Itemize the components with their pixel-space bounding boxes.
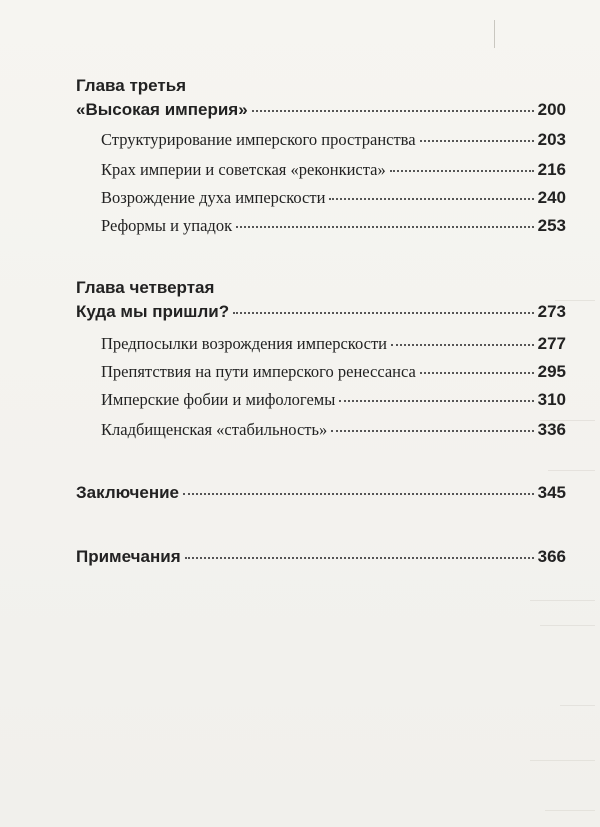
section-page: 295: [537, 362, 566, 381]
conclusion-label: Заключение: [76, 483, 179, 502]
dot-leader: [233, 312, 534, 314]
section-label: Крах империи и советская «реконкиста»: [101, 160, 386, 179]
chapter-3-title-line-2: «Высокая империя»: [76, 100, 248, 119]
section-page: 203: [537, 130, 566, 149]
section-entry[interactable]: [101, 362, 566, 382]
section-page: 336: [537, 420, 566, 439]
notes-label: Примечания: [76, 547, 181, 566]
chapter-3-page: 200: [537, 100, 566, 119]
section-entry[interactable]: [101, 216, 566, 236]
section-page: 240: [537, 188, 566, 207]
section-entry[interactable]: [101, 130, 566, 150]
section-label: Кладбищенская «стабильность»: [101, 420, 328, 439]
chapter-3-title-line-1: Глава третья: [76, 76, 187, 95]
chapter-3-entry[interactable]: [76, 100, 566, 120]
section-entry[interactable]: [101, 188, 566, 208]
dot-leader: [391, 344, 534, 346]
section-label: Предпосылки возрождения имперскости: [101, 334, 388, 353]
dot-leader: [236, 226, 534, 228]
section-entry[interactable]: [101, 390, 566, 410]
section-label: Препятствия на пути имперского ренессанса: [101, 362, 416, 381]
dot-leader: [329, 198, 533, 200]
section-entry[interactable]: [101, 334, 566, 354]
chapter-4-page: 273: [537, 302, 566, 321]
dot-leader: [420, 372, 534, 374]
section-label: Возрождение духа имперскости: [101, 188, 326, 207]
dot-leader: [252, 110, 534, 112]
dot-leader: [183, 493, 534, 495]
section-label: Имперские фобии и мифологемы: [101, 390, 336, 409]
conclusion-page: 345: [537, 483, 566, 502]
conclusion-entry[interactable]: [76, 483, 566, 503]
section-page: 216: [537, 160, 566, 179]
chapter-4-entry[interactable]: [76, 302, 566, 322]
section-page: 310: [537, 390, 566, 409]
section-page: 253: [537, 216, 566, 235]
chapter-4-title-line-2: Куда мы пришли?: [76, 302, 230, 321]
section-page: 277: [537, 334, 566, 353]
dot-leader: [185, 557, 534, 559]
dot-leader: [390, 170, 534, 172]
chapter-4-title-line-1: Глава четвертая: [76, 278, 215, 297]
dot-leader: [420, 140, 534, 142]
notes-entry[interactable]: [76, 547, 566, 567]
section-entry[interactable]: [101, 160, 566, 180]
dot-leader: [331, 430, 533, 432]
section-label: Структурирование имперского пространства: [101, 130, 416, 149]
section-entry[interactable]: [101, 420, 566, 440]
section-label: Реформы и упадок: [101, 216, 233, 235]
dot-leader: [339, 400, 533, 402]
notes-page: 366: [537, 547, 566, 566]
